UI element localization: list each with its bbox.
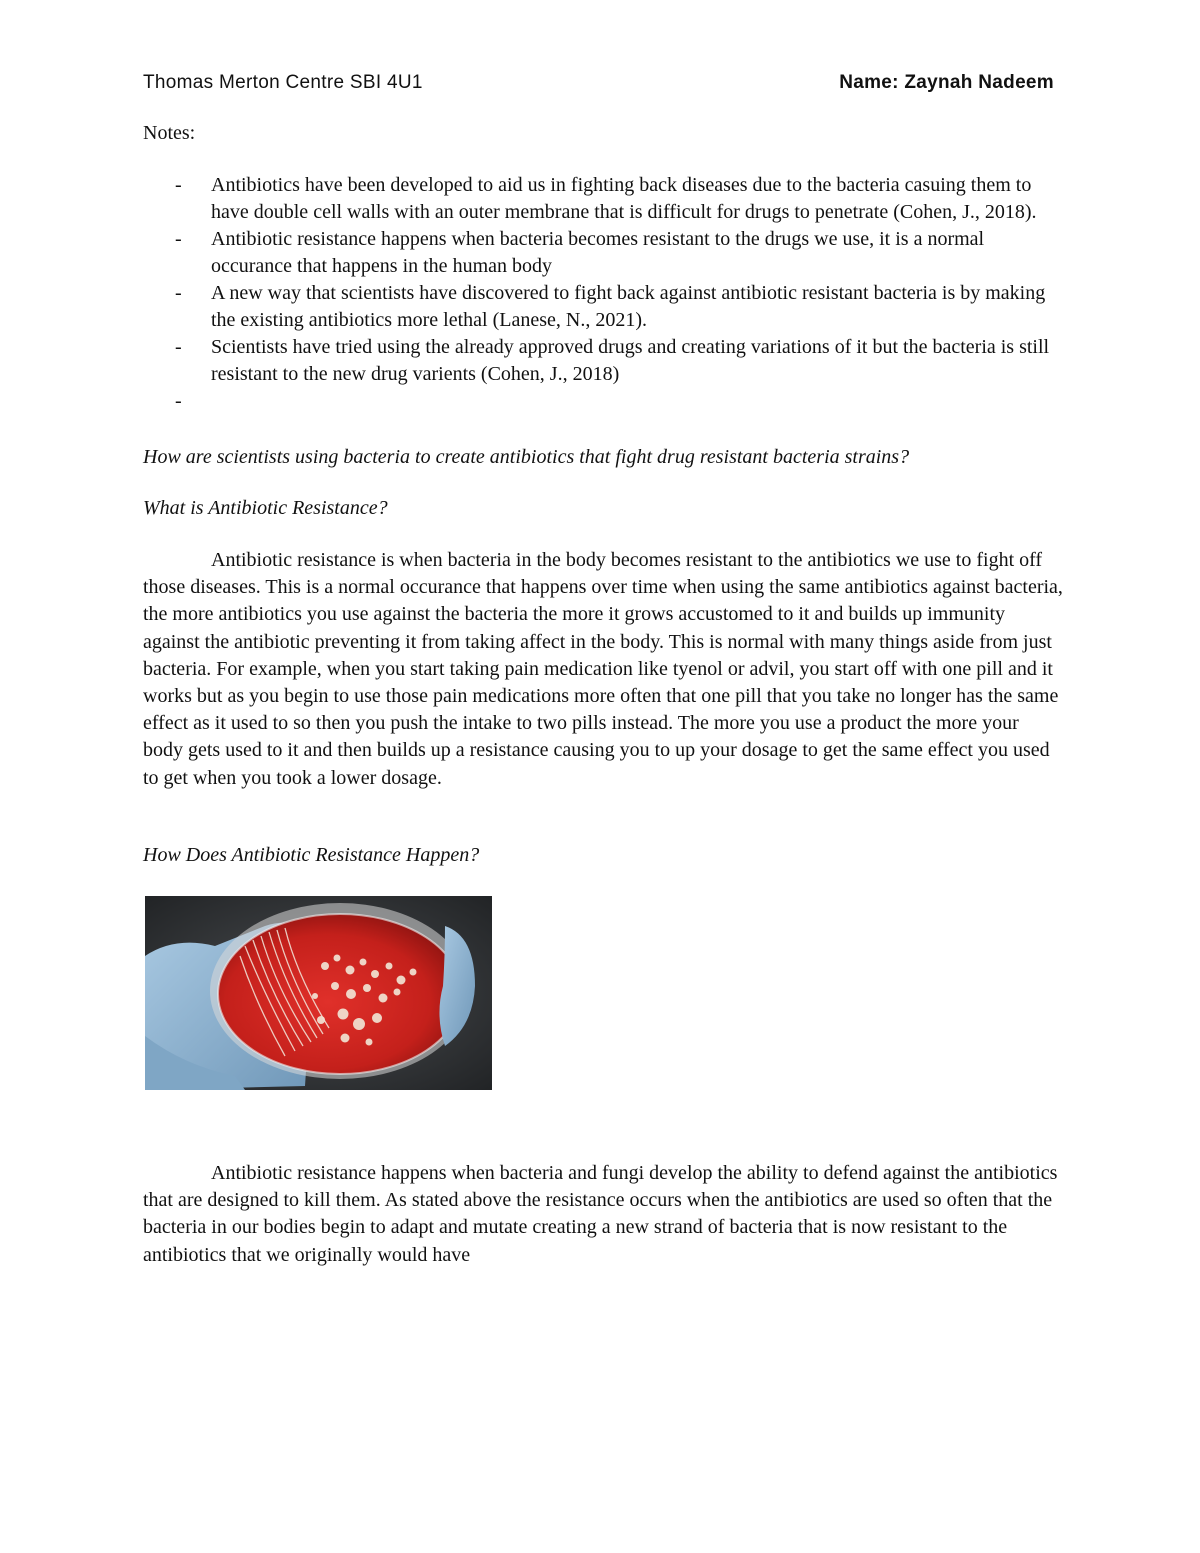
- bullet-dash: -: [175, 228, 182, 250]
- list-item: [143, 172, 1063, 226]
- student-name: Name: Zaynah Nadeem: [839, 72, 1054, 93]
- section-paragraph-what-is: Antibiotic resistance is when bacteria in the body becomes resistant to the antibiotics we use to fight off those diseases. This is a normal occurance that happens over time when using the same antibiotics against bacteria, the more antibiotics you use against the bacteria the more it grows accustomed to it and builds up immunity against the antibiotic preventing it from taking affect in the body. This is normal with many things aside from just bacteria. For example, when you start taking pain medication like tyenol or advil, you start off with one pill and it works but as you begin to use those pain medications more often that one pill that you take no longer has the same effect as it used to so then you push the intake to two pills instead. The more you use a product the more your body gets used to it and then builds up a resistance causing you to up your dosage to get the same effect you used to get when you took a lower dosage.: [143, 549, 1063, 789]
- bullet-dash: -: [175, 174, 182, 196]
- bullet-dash: -: [175, 336, 182, 358]
- bullet-dash: -: [175, 282, 182, 304]
- list-item: [143, 226, 1063, 280]
- bullet-dash: -: [175, 390, 182, 412]
- section-paragraph-how-does: Antibiotic resistance happens when bacteria and fungi develop the ability to defend against the antibiotics that are designed to kill them. As stated above the resistance occurs when the antibiotics are used so often that the bacteria in our bodies begin to adapt and mutate creating a new strand of bacteria that is now resistant to the antibiotics that we originally would have: [143, 1162, 1058, 1266]
- section-heading-what-is: What is Antibiotic Resistance?: [143, 497, 388, 519]
- note-text: Antibiotics have been developed to aid us in fighting back diseases due to the bacteria casuing them to have double cell walls with an outer membrane that is difficult for drugs to penetrate (Cohen, J., 2018).: [211, 174, 1037, 223]
- list-item: [143, 334, 1063, 388]
- research-question: How are scientists using bacteria to create antibiotics that fight drug resistant bacteria strains?: [143, 446, 910, 468]
- section-heading-how-does: How Does Antibiotic Resistance Happen?: [143, 844, 480, 866]
- note-text: A new way that scientists have discovered to fight back against antibiotic resistant bacteria is by making the existing antibiotics more lethal (Lanese, N., 2021).: [211, 282, 1046, 331]
- list-item: [143, 280, 1063, 334]
- note-text: Scientists have tried using the already approved drugs and creating variations of it but the bacteria is still resistant to the new drug varients (Cohen, J., 2018): [211, 336, 1050, 385]
- note-text: Antibiotic resistance happens when bacteria becomes resistant to the drugs we use, it is a normal occurance that happens in the human body: [211, 228, 985, 277]
- petri-dish-illustration: [145, 896, 492, 1090]
- petri-dish-photo: [145, 896, 492, 1090]
- notes-list: [143, 172, 1063, 412]
- notes-label: Notes:: [143, 122, 196, 144]
- course-header: Thomas Merton Centre SBI 4U1: [143, 72, 423, 93]
